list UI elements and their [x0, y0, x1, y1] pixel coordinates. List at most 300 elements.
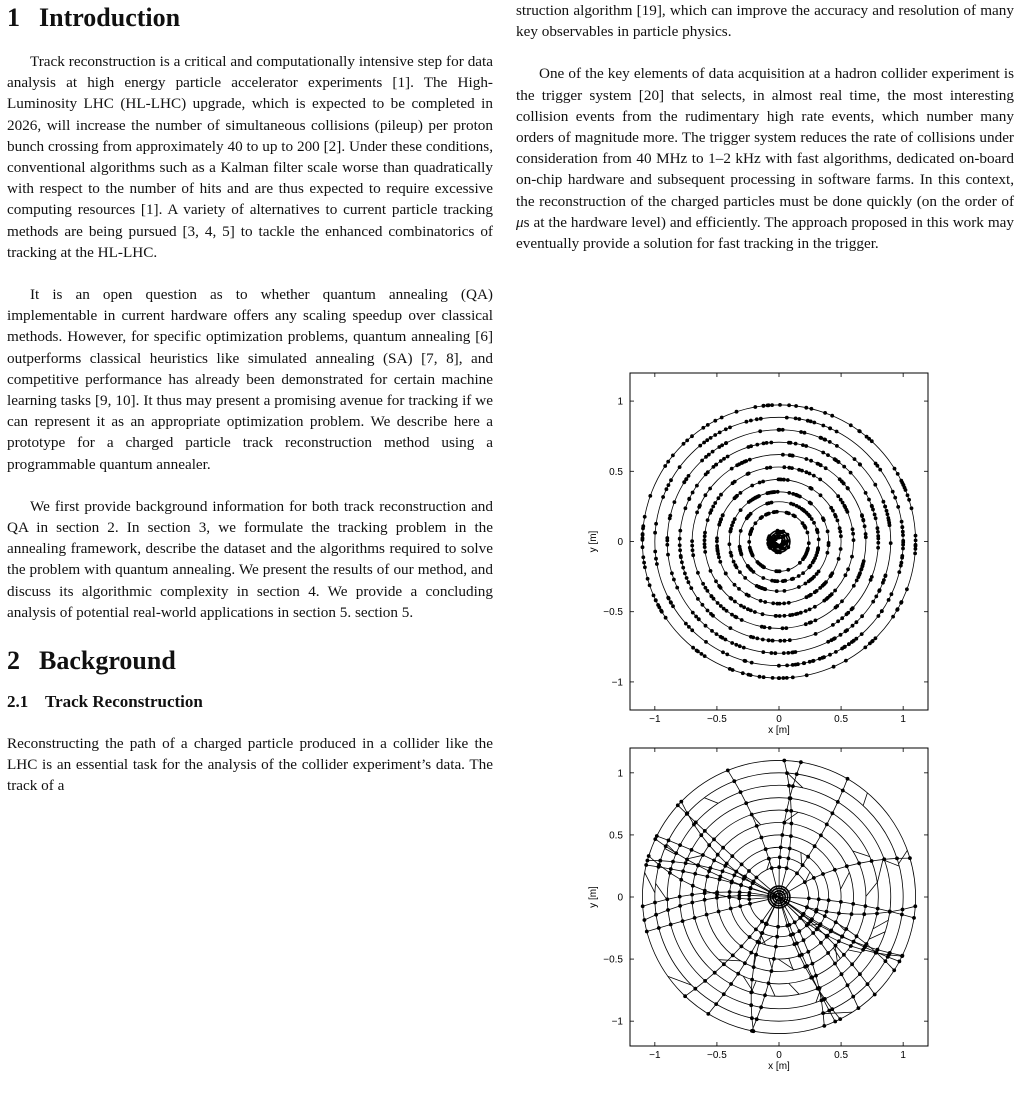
hit-point — [709, 866, 713, 870]
hit-point — [797, 929, 801, 933]
hit-point — [901, 483, 905, 487]
hit-point — [716, 853, 720, 857]
hit-point — [833, 1020, 837, 1024]
hit-point — [797, 574, 801, 578]
hit-point — [863, 646, 867, 650]
hit-point — [691, 611, 695, 615]
hit-point — [870, 575, 874, 579]
candidate-segment — [769, 958, 773, 971]
hit-point — [781, 579, 785, 583]
hit-point — [832, 637, 836, 641]
hit-point — [899, 601, 903, 605]
hit-point — [695, 511, 699, 515]
hit-point — [796, 662, 800, 666]
hit-point — [691, 548, 695, 552]
hit-point — [851, 527, 855, 531]
hit-point — [743, 576, 747, 580]
hit-point — [782, 651, 786, 655]
hit-point — [678, 543, 682, 547]
hit-point — [892, 968, 896, 972]
hit-point — [794, 417, 798, 421]
hit-point — [666, 553, 670, 557]
hit-point — [715, 547, 719, 551]
hit-point — [876, 530, 880, 534]
hit-point — [803, 431, 807, 435]
hit-point — [814, 910, 818, 914]
hit-point — [777, 676, 781, 680]
hit-point — [864, 535, 868, 539]
hit-point — [785, 416, 789, 420]
hit-point — [778, 602, 782, 606]
hit-point — [763, 993, 767, 997]
hit-point — [756, 940, 760, 944]
hit-point — [850, 555, 854, 559]
hit-point — [779, 546, 783, 550]
hit-point — [810, 407, 814, 411]
hit-point — [772, 510, 776, 514]
hit-point — [851, 532, 855, 536]
hit-point — [834, 458, 838, 462]
paragraph-intro-3: We first provide background information for both track reconstruction and QA in section 2. In section 3, we formulate the tracking problem in the annealing framework, describe the dataset and the algorithms required to solve the problem with quantum annealing. We present the results of our method, and discuss its algorithmic complexity in section 4. We provide a concluding analysis of potential real-world applications in section 5. section 5. — [7, 497, 493, 621]
hit-point — [795, 941, 799, 945]
hit-point — [906, 493, 910, 497]
hit-point — [851, 606, 855, 610]
hit-point — [693, 987, 697, 991]
hit-point — [876, 464, 880, 468]
hit-point — [647, 854, 651, 858]
hit-point — [695, 649, 699, 653]
hit-point — [811, 561, 815, 565]
hit-point — [721, 650, 725, 654]
hit-point — [690, 539, 694, 543]
hit-point — [755, 443, 759, 447]
hit-point — [700, 652, 704, 656]
hit-point — [762, 675, 766, 679]
hit-point — [738, 644, 742, 648]
hit-point — [805, 457, 809, 461]
hit-point — [749, 886, 753, 890]
hit-point — [687, 625, 691, 629]
hit-point — [678, 904, 682, 908]
hit-point — [740, 945, 744, 949]
hit-point — [856, 575, 860, 579]
hit-point — [836, 619, 840, 623]
hit-point — [761, 612, 765, 616]
hit-point — [777, 428, 781, 432]
hit-point — [796, 612, 800, 616]
hit-point — [785, 866, 789, 870]
hit-point — [826, 951, 830, 955]
hit-point — [703, 979, 707, 983]
hit-point — [862, 912, 866, 916]
hit-point — [749, 549, 753, 553]
hit-point — [733, 563, 737, 567]
hit-point — [653, 550, 657, 554]
hit-point — [851, 624, 855, 628]
hit-point — [684, 506, 688, 510]
hit-point — [737, 587, 741, 591]
y-tick-label: 0.5 — [609, 466, 623, 478]
hit-point — [709, 569, 713, 573]
hit-point — [679, 800, 683, 804]
y-tick-label: −0.5 — [603, 954, 623, 966]
hit-point — [907, 498, 911, 502]
hit-point — [693, 872, 697, 876]
y-tick-label: 0 — [617, 537, 623, 548]
hit-point — [781, 530, 785, 534]
hit-point — [750, 484, 754, 488]
hit-point — [888, 910, 892, 914]
hit-point — [868, 642, 872, 646]
y-axis-label: y [m] — [588, 530, 599, 553]
hit-point — [670, 571, 674, 575]
hit-point — [811, 962, 815, 966]
hit-point — [706, 1012, 710, 1016]
hit-point — [773, 490, 777, 494]
hit-point — [873, 483, 877, 487]
hit-point — [669, 478, 673, 482]
hit-point — [866, 982, 870, 986]
hit-point — [852, 584, 856, 588]
hit-point — [914, 543, 918, 547]
section-1-heading — [7, 2, 493, 34]
hit-point — [812, 876, 816, 880]
left-column — [7, 0, 493, 797]
paragraph-intro-2: It is an open question as to whether quantum annealing (QA) implementable in current hardware offers any scaling speedup over classical methods. However, for specific optimization problems, quantum annealing [6] outperforms classical heuristics like simulated annealing (SA) [7, 8], and competitive performance has already been demonstrated for certain machine learning tasks [9, 10]. It thus may present a promising avenue for tracking if we can represent it as an appropriate optimization problem. We describe here a prototype for a charged particle track reconstruction method using a programmable quantum annealer. — [7, 286, 493, 473]
hit-point — [801, 557, 805, 561]
hit-point — [654, 557, 658, 561]
hit-point — [739, 491, 743, 495]
hit-point — [730, 641, 734, 645]
hit-point — [740, 863, 744, 867]
hit-point — [703, 538, 707, 542]
hit-point — [668, 514, 672, 518]
hit-point — [755, 876, 759, 880]
hit-point — [814, 619, 818, 623]
hit-point — [809, 459, 813, 463]
hit-point — [858, 571, 862, 575]
hit-point — [787, 403, 791, 407]
hit-point — [820, 999, 824, 1003]
hit-point — [782, 478, 786, 482]
candidate-segment — [899, 850, 908, 864]
hit-point — [795, 493, 799, 497]
hit-point — [732, 779, 736, 783]
hit-point — [731, 954, 735, 958]
subsection-2-1-heading — [7, 691, 493, 713]
hit-point — [831, 509, 835, 513]
hit-point — [760, 625, 764, 629]
y-tick-label: 0 — [617, 892, 623, 904]
hit-point — [783, 542, 787, 546]
hit-point — [814, 632, 818, 636]
hit-point — [787, 857, 791, 861]
hit-point — [665, 487, 669, 491]
hit-point — [748, 546, 752, 550]
hit-point — [809, 502, 813, 506]
hit-point — [891, 615, 895, 619]
hit-point — [914, 534, 918, 538]
hit-point — [703, 898, 707, 902]
hit-point — [771, 601, 775, 605]
hit-point — [786, 533, 790, 537]
x-tick-label: 1 — [900, 714, 906, 725]
hit-point — [730, 597, 734, 601]
hit-point — [641, 536, 645, 540]
hit-point — [714, 1002, 718, 1006]
hit-point — [728, 890, 732, 894]
hit-point — [710, 508, 714, 512]
paragraph-continued: struction algorithm [19], which can improve the accuracy and resolution of many key observables in particle physics. — [516, 2, 1014, 41]
hit-point — [838, 1017, 842, 1021]
hit-point — [690, 901, 694, 905]
hit-point — [871, 600, 875, 604]
hit-point — [801, 913, 805, 917]
hit-point — [791, 676, 795, 680]
hit-point — [893, 467, 897, 471]
hit-point — [736, 972, 740, 976]
hit-point — [729, 626, 733, 630]
hit-point — [802, 661, 806, 665]
hit-point — [667, 483, 671, 487]
candidate-segment — [789, 983, 799, 994]
hit-point — [709, 436, 713, 440]
hit-point — [761, 480, 765, 484]
hit-point — [878, 468, 882, 472]
hit-point — [787, 601, 791, 605]
x-tick-label: 0 — [776, 714, 782, 725]
hit-point — [687, 474, 691, 478]
hit-point — [776, 529, 780, 533]
x-axis-label: x [m] — [768, 725, 790, 736]
hit-point — [753, 405, 757, 409]
hit-point — [860, 614, 864, 618]
hit-point — [876, 907, 880, 911]
hit-point — [749, 530, 753, 534]
hit-point — [755, 417, 759, 421]
hit-point — [791, 932, 795, 936]
hit-point — [752, 880, 756, 884]
candidate-segment — [866, 882, 877, 896]
hit-point — [757, 494, 761, 498]
hit-point — [819, 834, 823, 838]
hit-point — [786, 545, 790, 549]
hit-point — [778, 478, 782, 482]
hit-point — [837, 939, 841, 943]
hit-point — [691, 884, 695, 888]
hit-point — [757, 585, 761, 589]
hit-point — [846, 487, 850, 491]
hit-point — [778, 403, 782, 407]
hit-point — [860, 513, 864, 517]
hit-point — [808, 660, 812, 664]
hit-point — [786, 568, 790, 572]
hit-point — [745, 420, 749, 424]
hit-point — [849, 944, 853, 948]
hit-point — [667, 839, 671, 843]
hit-point — [883, 505, 887, 509]
hit-point — [858, 972, 862, 976]
hit-point — [819, 493, 823, 497]
hit-point — [788, 638, 792, 642]
detector-layer — [667, 430, 891, 654]
hit-point — [807, 897, 811, 901]
hit-point — [823, 411, 827, 415]
paragraph-trigger-text-a: One of the key elements of data acquisition at a hadron collider experiment is the trigger system [20] that selects, in almost real time, the most interesting collision events from the rudimentary high rate events, which number many orders of magnitude more. The trigger system reduces the rate of collisions under consideration from 40 MHz to 1–2 kHz with fast algorithms, dedicated on-board on-chip hardware and subsequent processing in software farms. In this context, the reconstruction of the charged particles must be done quickly (on the order of — [516, 65, 1014, 210]
hit-point — [747, 893, 751, 897]
hit-point — [740, 618, 744, 622]
hit-point — [781, 626, 785, 630]
hit-point — [857, 861, 861, 865]
candidate-segment — [836, 921, 845, 931]
hit-point — [840, 935, 844, 939]
hit-point — [865, 942, 869, 946]
hit-point — [641, 545, 645, 549]
hit-point — [839, 534, 843, 538]
x-tick-label: −1 — [649, 714, 661, 725]
hit-point — [768, 466, 772, 470]
hit-point — [804, 582, 808, 586]
hit-point — [827, 898, 831, 902]
hit-point — [782, 547, 786, 551]
hit-point — [763, 600, 767, 604]
hit-point — [890, 592, 894, 596]
hit-point — [712, 838, 716, 842]
hit-point — [806, 950, 810, 954]
hit-point — [726, 455, 730, 459]
hit-point — [732, 873, 736, 877]
hit-point — [775, 589, 779, 593]
hit-point — [730, 613, 734, 617]
y-tick-label: 0.5 — [609, 830, 623, 842]
hit-point — [782, 759, 786, 763]
hit-point — [860, 632, 864, 636]
hit-point — [777, 536, 781, 540]
hit-point — [641, 527, 645, 531]
y-tick-label: −1 — [611, 677, 623, 689]
hit-point — [842, 465, 846, 469]
hit-point — [717, 584, 721, 588]
candidate-segment — [704, 798, 718, 804]
hit-point — [805, 673, 809, 677]
x-axis-label: x [m] — [768, 1061, 790, 1072]
hit-point — [844, 659, 848, 663]
hit-point — [761, 576, 765, 580]
candidate-segment — [645, 872, 655, 892]
hit-point — [874, 516, 878, 520]
track-segment — [779, 761, 791, 898]
hit-point — [913, 552, 917, 556]
hit-point — [771, 639, 775, 643]
hit-point — [770, 403, 774, 407]
hit-point — [720, 416, 724, 420]
hit-point — [742, 646, 746, 650]
hit-point — [711, 614, 715, 618]
hit-point — [852, 940, 856, 944]
hit-point — [762, 404, 766, 408]
hit-point — [841, 789, 845, 793]
hit-point — [734, 870, 738, 874]
hit-point — [766, 541, 770, 545]
hit-point — [695, 484, 699, 488]
hit-point — [690, 628, 694, 632]
hit-point — [719, 493, 723, 497]
hit-point — [804, 609, 808, 613]
hit-point — [729, 982, 733, 986]
hit-point — [831, 623, 835, 627]
hit-point — [747, 472, 751, 476]
hit-point — [825, 910, 829, 914]
hit-point — [882, 578, 886, 582]
hit-point — [698, 444, 702, 448]
hit-point — [795, 871, 799, 875]
candidate-segment — [752, 815, 761, 825]
hit-point — [657, 865, 661, 869]
hit-point — [824, 466, 828, 470]
hit-point — [738, 904, 742, 908]
hit-point — [665, 543, 669, 547]
hit-point — [669, 601, 673, 605]
track-segment — [779, 897, 914, 918]
hit-point — [788, 923, 792, 927]
hit-point — [738, 545, 742, 549]
hit-point — [733, 600, 737, 604]
hit-point — [816, 926, 820, 930]
hit-point — [703, 550, 707, 554]
hit-point — [833, 962, 837, 966]
hit-point — [681, 566, 685, 570]
candidate-segment — [801, 852, 802, 864]
hit-point — [877, 589, 881, 593]
hit-point — [758, 429, 762, 433]
hit-point — [739, 790, 743, 794]
section-title: Introduction — [39, 3, 181, 32]
hit-point — [808, 472, 812, 476]
hit-point — [900, 561, 904, 565]
hit-point — [743, 659, 747, 663]
hit-point — [882, 500, 886, 504]
hit-point — [805, 906, 809, 910]
hit-point — [721, 869, 725, 873]
hit-point — [776, 925, 780, 929]
hit-point — [701, 426, 705, 430]
candidate-segment — [885, 860, 900, 866]
hit-point — [898, 960, 902, 964]
hit-point — [696, 597, 700, 601]
x-tick-label: 1 — [900, 1050, 906, 1061]
hit-point — [782, 465, 786, 469]
hit-point — [652, 594, 656, 598]
hit-point — [697, 617, 701, 621]
paragraph-track-reconstruction: Reconstructing the path of a charged particle produced in a collider like the LHC is an essential task for the analysis of the collider experiment’s data. The track of a — [7, 735, 493, 795]
hit-point — [707, 453, 711, 457]
hit-point — [684, 861, 688, 865]
hit-point — [765, 466, 769, 470]
hit-point — [646, 577, 650, 581]
hit-point — [703, 542, 707, 546]
hit-point — [810, 975, 814, 979]
y-tick-label: 1 — [617, 768, 623, 780]
hit-point — [812, 421, 816, 425]
hit-point — [734, 643, 738, 647]
hit-point — [749, 512, 753, 516]
hit-point — [800, 469, 804, 473]
hit-point — [819, 463, 823, 467]
hit-point — [798, 495, 802, 499]
hit-point — [728, 426, 732, 430]
y-tick-label: −0.5 — [603, 607, 623, 619]
x-tick-label: −0.5 — [707, 714, 727, 725]
